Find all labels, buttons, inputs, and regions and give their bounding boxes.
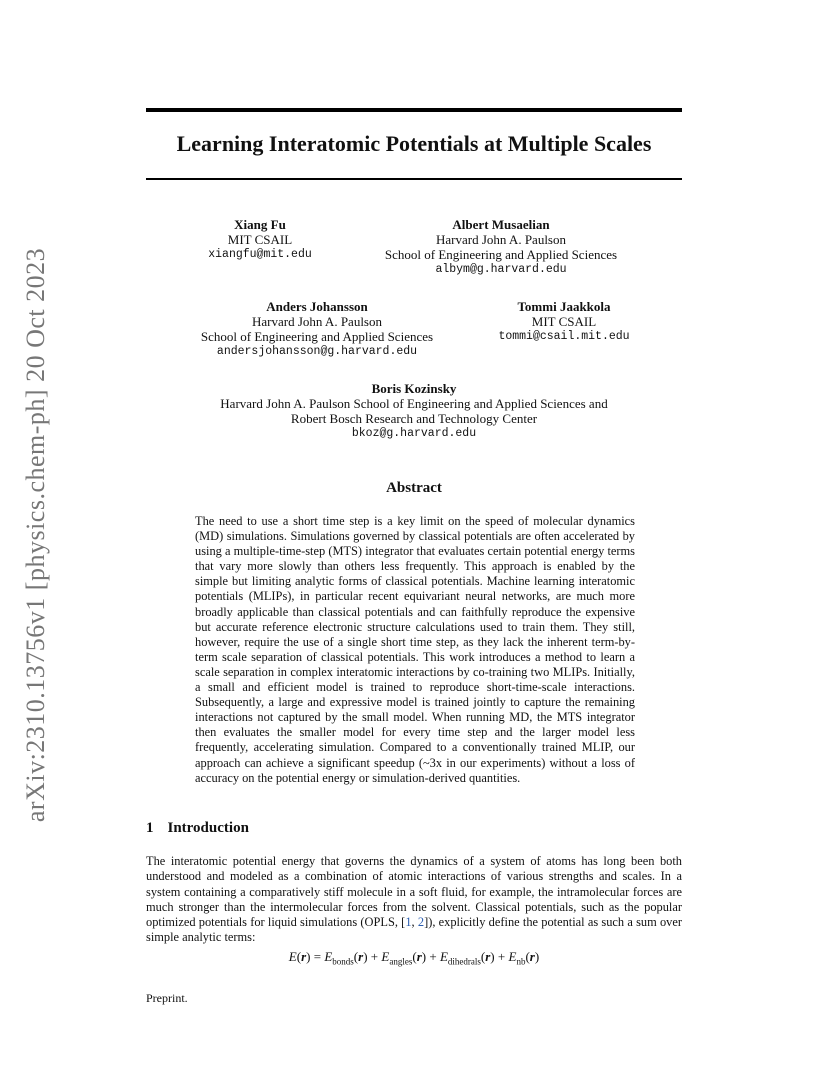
author-email: tommi@csail.mit.edu — [498, 330, 630, 343]
abstract-heading: Abstract — [386, 480, 442, 496]
equation-term-bonds: $E_{bonds}(r)$ — [324, 949, 368, 967]
author-affiliation: MIT CSAIL — [227, 232, 293, 247]
author-affiliation: School of Engineering and Applied Sciences — [200, 329, 434, 344]
equation-term-angles: $E_{angles}(r)$ — [381, 949, 427, 967]
author-email: bkoz@g.harvard.edu — [351, 427, 477, 440]
title-top-rule — [146, 108, 682, 112]
author-block-3 — [177, 299, 457, 359]
equation-lhs: E(r) = — [288, 949, 325, 964]
author-affiliation: Harvard John A. Paulson — [252, 314, 382, 329]
intro-text-before-citation: The interatomic potential energy that governs the dynamics of a system of atoms has long been both understood and modeled as a combination of atomic interactions of various strengths and scales. In a system containing a comparatively stiff molecule in a soft fluid, for example, the intramolecular forces are much stronger than the intermolecular forces from the solvent. Classical potentials, such as the popular optimized potentials for liquid simulations (OPLS, [ — [146, 854, 682, 930]
title-bottom-rule — [146, 178, 682, 180]
author-name: Xiang Fu — [234, 217, 286, 232]
author-block-1 — [190, 217, 330, 262]
author-affiliation: Robert Bosch Research and Technology Center — [290, 411, 538, 426]
author-affiliation: School of Engineering and Applied Sciences — [384, 247, 618, 262]
section-title: Introduction — [167, 820, 249, 836]
author-email: xiangfu@mit.edu — [208, 248, 312, 261]
author-affiliation: MIT CSAIL — [531, 314, 597, 329]
author-affiliation: Harvard John A. Paulson — [436, 232, 566, 247]
citation-link-2[interactable]: 2 — [417, 915, 425, 930]
paper-title: Learning Interatomic Potentials at Multiple Scales — [176, 131, 652, 156]
author-block-2 — [361, 217, 641, 277]
section-number: 1 — [146, 820, 154, 836]
author-block-5 — [184, 381, 644, 441]
citation-link-1[interactable]: 1 — [405, 915, 412, 930]
arxiv-sidebar — [15, 240, 57, 830]
author-affiliation: Harvard John A. Paulson School of Engineering and Applied Sciences and — [220, 396, 608, 411]
footer-preprint-note: Preprint. — [146, 991, 188, 1005]
author-email: albym@g.harvard.edu — [435, 263, 567, 276]
abstract-text: The need to use a short time step is a key limit on the speed of molecular dynamics (MD) simulations. Simulations governed by classical potentials are often accelerated by using a multiple-time-step (MTS) integrator that evaluates certain potential energy terms that vary more slowly than others less frequently. This approach is enabled by the simple but limiting analytic forms of classical potentials. Machine learning interatomic potentials (MLIPs), in particular recent equivariant neural networks, are much more broadly applicable than classical potentials and can faithfully reproduce the expensive but accurate reference electronic structure calculations used to train them. They still, however, require the use of a single short time step, as they lack the inherent term-by-term scale separation of classical potentials. This work introduces a method to learn a scale separation in complex interatomic interactions by co-training two MLIPs. Initially, a small and efficient model is trained to reproduce short-time-scale interactions. Subsequently, a large and expressive model is trained jointly to capture the remaining interactions not captured by the small model. When running MD, the MTS integrator then evaluates the smaller model for every time step and the larger model less frequently, accelerating simulation. Compared to a conventionally trained MLIP, our approach can achieve a significant speedup (~3x in our experiments) without a loss of accuracy on the potential energy or simulation-derived quantities. — [195, 514, 635, 785]
author-block-4 — [484, 299, 644, 344]
arxiv-identifier: arXiv:2310.13756v1 [physics.chem-ph] 20 Oct 2023 — [21, 247, 50, 823]
citation-separator: , — [411, 915, 418, 930]
introduction-paragraph — [146, 854, 682, 946]
author-name: Albert Musaelian — [452, 217, 550, 232]
author-name: Anders Johansson — [266, 299, 368, 314]
section-heading-introduction — [146, 820, 249, 837]
intro-text-after-citation: ]), explicitly define the potential as such a sum over simple analytic terms: — [146, 915, 683, 945]
author-email: andersjohansson@g.harvard.edu — [216, 345, 418, 358]
equation-term-dihedrals: $E_{dihedrals}(r)$ — [439, 949, 495, 967]
potential-energy-equation: $E(r) = E_{bonds}(r) + E_{angles}(r) + E_{dihedrals}(r) + E_{nb}(r)$ — [288, 949, 540, 967]
author-name: Boris Kozinsky — [371, 381, 457, 396]
equation-term-nb: $E_{nb}(r)$ — [508, 949, 540, 967]
author-name: Tommi Jaakkola — [517, 299, 611, 314]
